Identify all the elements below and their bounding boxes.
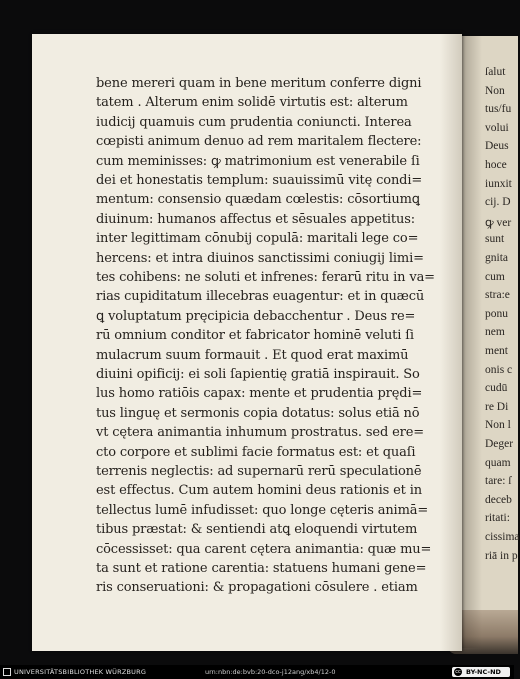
facing-text-line: ꝙ ver [485,216,512,229]
facing-text-line: cudū [485,382,508,395]
text-line: diuinum: humanos affectus et sēsuales appetitus: [96,211,415,227]
text-line: cōcessisset: qua carent cętera animantia: quæ mu= [96,541,432,557]
text-line: vt cętera animantia inhumum prostratus. sed ere= [96,425,424,441]
text-line: ꝗ voluptatum pręcipicia debacchentur . Deus re= [96,308,416,324]
text-line: lus homo ratiōis capax: mente et prudentia prędi= [96,386,423,402]
facing-text-line: volui [485,121,509,134]
facing-text-line: tare: ſ [485,475,512,488]
text-line: cum meminisses: ꝙ matrimonium est venerabile ſi [96,153,420,169]
library-logo-icon [3,668,11,676]
text-line: inter legittimam cōnubij copulā: maritali lege co= [96,231,419,247]
text-line: rū omnium conditor et fabricator hominē veluti ſi [96,328,414,344]
text-line: tus linguę et sermonis copia dotatus: solus etiā nō [96,405,420,421]
facing-text-line: cum [485,270,505,283]
facing-text-line: gnita [485,252,508,264]
facing-text-line: Non [485,84,505,97]
facing-text-line: Deger [485,438,514,450]
text-line: dei et honestatis templum: suauissimū vitę condi= [96,173,423,188]
facing-text-line: onis c [485,363,513,376]
text-line: iudicij quamuis cum prudentia coniuncti. Interea [96,114,412,130]
text-line: ris conseruationi: & propagationi cōsulere . etiam [96,580,418,596]
text-line: est effectus. Cum autem homini deus rationis et in [96,483,422,499]
text-line: mentum: consensio quædam cœlestis: cōsortiumꝗ [96,192,420,208]
text-line: bene mereri quam in bene meritum conferre digni [96,76,422,91]
institution-name: UNIVERSITÄTSBIBLIOTHEK WÜRZBURG [14,668,147,676]
text-line: diuini opificij: ei soli ſapientię gratiā inspirauit. So [96,367,420,382]
footer-bar [0,665,514,679]
facing-text-line: riā in p [485,549,518,562]
facing-text-line: Non l [485,419,511,432]
text-line: tellectus lumē infudisset: quo longe cęteris animā= [96,502,429,518]
facing-text-line: deceb [485,493,512,506]
facing-text-line: nem [485,326,505,339]
text-line: mulacrum suum formauit . Et quod erat maximū [96,347,409,363]
facing-text-line: cij. D [485,196,511,209]
facing-text-line: iunxit [485,177,512,190]
facing-text-line: sunt [485,233,505,246]
creative-commons-icon: cc [455,669,461,675]
urn-identifier[interactable]: urn:nbn:de:bvb:20-dco-j12ang/xb4/12-0 [205,668,336,676]
text-line: tes cohibens: ne soluti et infrenes: ferarū ritu in va= [96,270,435,285]
license-label: BY-NC-ND [466,668,501,676]
book-page [32,34,462,651]
text-line: cœpisti animum denuo ad rem maritalem flectere: [96,134,422,150]
facing-text-line: ment [485,345,508,357]
license-badge[interactable] [452,667,510,677]
facing-text-line: tus/fu [485,103,512,116]
text-line: cto corpore et sublimi facie formatus est: et quaſi [96,444,416,460]
facing-text-line: Deus [485,140,509,153]
text-line: tatem . Alterum enim solidē virtutis est: alterum [96,95,408,111]
text-line: hercens: et intra diuinos sanctissimi coniugij limi= [96,250,424,266]
facing-text-line: re Di [485,400,509,413]
facing-text-line: ritati: [485,512,510,525]
text-line: ta sunt et ratione carentia: statuens humani gene= [96,561,427,576]
text-line: terrenis neglectis: ad supernarū rerū speculationē [96,464,422,479]
facing-text-line: quam [485,456,511,469]
facing-text-line: ſalut [485,66,506,78]
text-line: rias cupiditatum illecebras euagentur: et in quæcū [96,289,425,305]
text-line: tibus præstat: & sentiendi atꝗ eloquendi virtutem [96,522,418,538]
facing-text-line: cissima [485,531,520,543]
facing-text-line: ponu [485,307,508,320]
facing-text-line: hoce [485,159,507,171]
facing-text-line: stra:e [485,289,510,302]
